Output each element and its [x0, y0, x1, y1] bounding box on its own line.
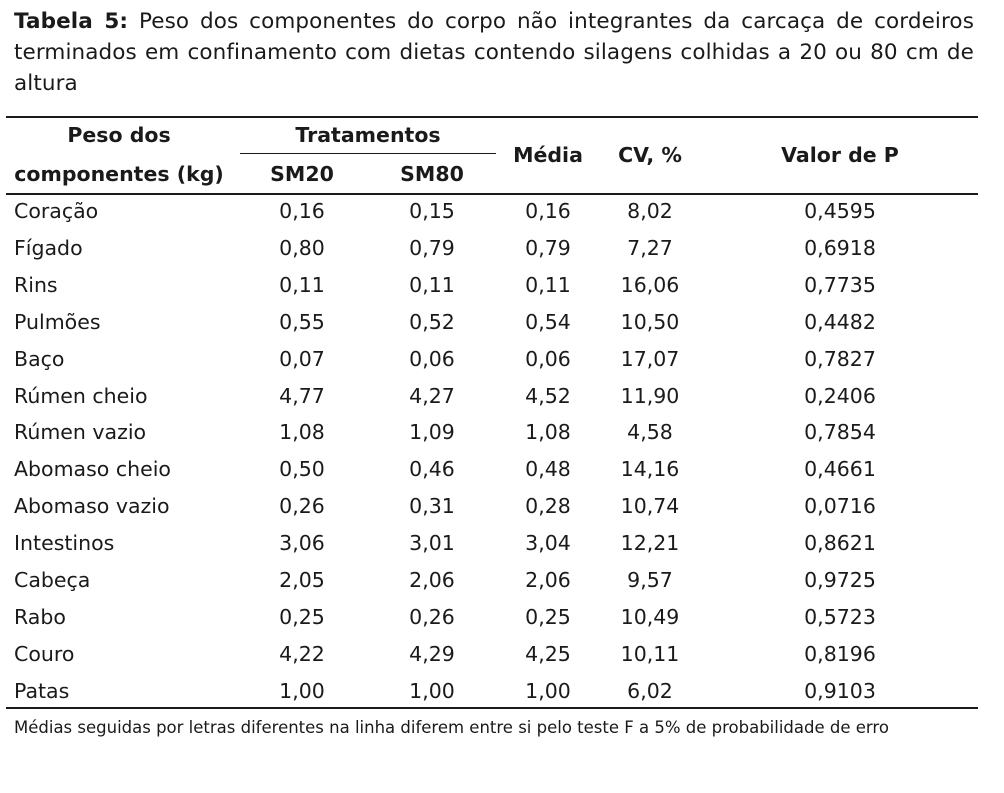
cell-sm80: 0,11	[409, 272, 455, 297]
cell-cv: 11,90	[620, 383, 680, 408]
cell-sm80: 3,01	[409, 531, 455, 556]
table-caption	[14, 6, 974, 99]
cell-p-value: 0,4482	[804, 309, 876, 334]
table-header-rule	[6, 193, 978, 195]
cell-media: 3,04	[525, 531, 571, 556]
cell-p-value: 0,9103	[804, 678, 876, 703]
header-p-value: Valor de P	[781, 143, 899, 167]
cell-component: Cabeça	[14, 568, 91, 592]
header-component-line2: componentes (kg)	[14, 162, 224, 186]
cell-sm80: 0,06	[409, 346, 455, 371]
cell-sm80: 2,06	[409, 568, 455, 592]
cell-sm80: 0,15	[409, 199, 455, 223]
header-media: Média	[513, 143, 583, 167]
cell-sm20: 0,55	[279, 309, 325, 334]
cell-p-value: 0,7854	[804, 420, 876, 445]
cell-p-value: 0,6918	[804, 235, 876, 260]
cell-sm20: 2,05	[279, 568, 325, 592]
cell-cv: 6,02	[627, 678, 673, 703]
cell-media: 4,25	[525, 641, 571, 666]
cell-sm20: 0,11	[279, 272, 325, 297]
header-component-line1: Peso dos	[67, 123, 171, 147]
cell-component: Abomaso cheio	[14, 457, 171, 482]
cell-sm80: 0,26	[409, 604, 455, 629]
cell-cv: 17,07	[620, 346, 680, 371]
cell-media: 0,48	[525, 457, 571, 482]
cell-sm80: 1,00	[409, 678, 455, 703]
table-top-rule	[6, 116, 978, 118]
cell-cv: 7,27	[627, 235, 673, 260]
cell-p-value: 0,2406	[804, 383, 876, 408]
table-caption-label: Tabela 5:	[14, 9, 129, 34]
cell-component: Pulmões	[14, 309, 101, 334]
cell-p-value: 0,0716	[804, 494, 876, 519]
cell-component: Coração	[14, 199, 99, 223]
cell-p-value: 0,5723	[804, 604, 876, 629]
cell-media: 0,25	[525, 604, 571, 629]
cell-sm20: 0,16	[279, 199, 325, 223]
table-footnote: Médias seguidas por letras diferentes na linha diferem entre si pelo teste F a 5% de probabilidade de erro	[14, 718, 889, 737]
table-caption-text: Peso dos componentes do corpo não integrantes da carcaça de cordeiros terminados em confinamento com dietas contendo silagens colhidas a 20 ou 80 cm de altura	[14, 9, 974, 96]
cell-cv: 10,50	[620, 309, 680, 334]
cell-media: 4,52	[525, 383, 571, 408]
cell-media: 1,08	[525, 420, 571, 445]
table-bottom-rule	[6, 707, 978, 709]
cell-component: Rúmen cheio	[14, 383, 148, 408]
cell-sm80: 0,79	[409, 235, 455, 260]
cell-media: 1,00	[525, 678, 571, 703]
cell-sm80: 1,09	[409, 420, 455, 445]
cell-p-value: 0,4661	[804, 457, 876, 482]
cell-component: Abomaso vazio	[14, 494, 170, 519]
cell-component: Couro	[14, 641, 75, 666]
cell-component: Rabo	[14, 604, 66, 629]
cell-sm80: 0,31	[409, 494, 455, 519]
cell-sm20: 0,80	[279, 235, 325, 260]
cell-media: 0,54	[525, 309, 571, 334]
cell-sm20: 0,25	[279, 604, 325, 629]
cell-component: Intestinos	[14, 531, 115, 556]
cell-cv: 16,06	[620, 272, 680, 297]
cell-cv: 10,11	[620, 641, 680, 666]
cell-sm80: 4,27	[409, 383, 455, 408]
cell-media: 2,06	[525, 568, 571, 592]
treatments-underline	[240, 153, 496, 154]
cell-cv: 8,02	[627, 199, 673, 223]
cell-component: Rúmen vazio	[14, 420, 147, 445]
cell-p-value: 0,8621	[804, 531, 876, 556]
cell-p-value: 0,9725	[804, 568, 876, 592]
cell-sm20: 0,50	[279, 457, 325, 482]
header-sm20: SM20	[270, 162, 334, 186]
cell-sm80: 4,29	[409, 641, 455, 666]
cell-cv: 10,74	[620, 494, 680, 519]
cell-media: 0,79	[525, 235, 571, 260]
header-cv: CV, %	[618, 143, 682, 167]
cell-sm20: 0,07	[279, 346, 325, 371]
cell-sm80: 0,46	[409, 457, 455, 482]
cell-media: 0,16	[525, 199, 571, 223]
cell-component: Rins	[14, 272, 58, 297]
cell-media: 0,06	[525, 346, 571, 371]
cell-sm20: 1,00	[279, 678, 325, 703]
cell-sm20: 0,26	[279, 494, 325, 519]
cell-component: Fígado	[14, 235, 83, 260]
cell-component: Baço	[14, 346, 65, 371]
cell-cv: 9,57	[627, 568, 673, 592]
header-sm80: SM80	[400, 162, 464, 186]
cell-sm20: 1,08	[279, 420, 325, 445]
header-treatments: Tratamentos	[295, 123, 441, 147]
cell-sm20: 4,22	[279, 641, 325, 666]
cell-sm80: 0,52	[409, 309, 455, 334]
cell-sm20: 4,77	[279, 383, 325, 408]
cell-component: Patas	[14, 678, 70, 703]
cell-cv: 14,16	[620, 457, 680, 482]
cell-p-value: 0,7827	[804, 346, 876, 371]
cell-cv: 12,21	[620, 531, 680, 556]
cell-cv: 4,58	[627, 420, 673, 445]
cell-media: 0,28	[525, 494, 571, 519]
cell-p-value: 0,7735	[804, 272, 876, 297]
cell-p-value: 0,4595	[804, 199, 876, 223]
cell-media: 0,11	[525, 272, 571, 297]
cell-cv: 10,49	[620, 604, 680, 629]
cell-p-value: 0,8196	[804, 641, 876, 666]
cell-sm20: 3,06	[279, 531, 325, 556]
